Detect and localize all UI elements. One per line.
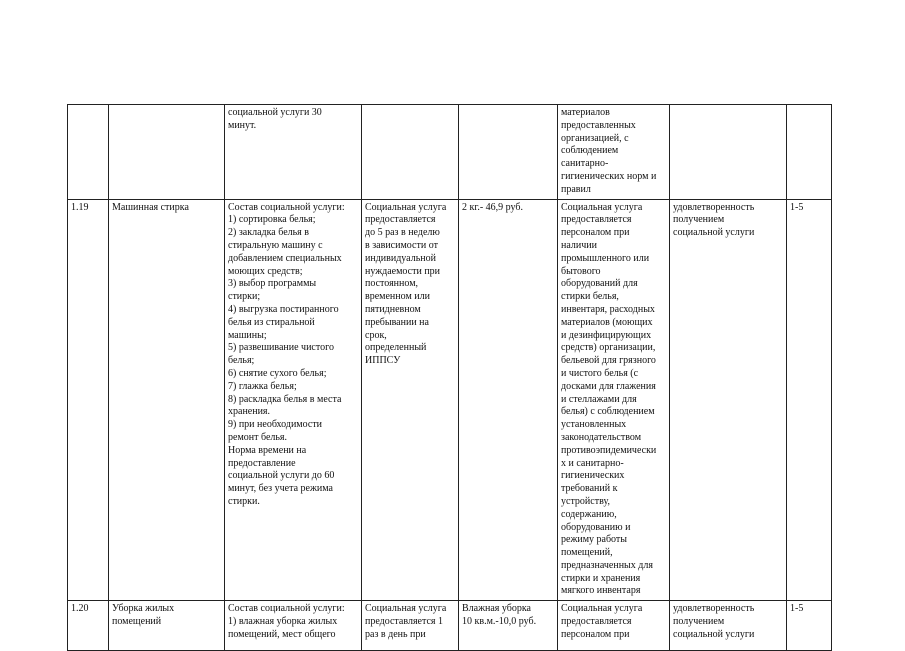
service-result: удовлетворенность получением социальной услуги xyxy=(670,601,787,651)
service-score: 1-5 xyxy=(787,601,832,651)
service-frequency: Социальная услуга предоставляется 1 раз в день при xyxy=(362,601,459,651)
service-name: Машинная стирка xyxy=(109,199,225,601)
service-result: удовлетворенность получением социальной услуги xyxy=(670,199,787,601)
table-row xyxy=(68,601,832,651)
service-price: 2 кг.- 46,9 руб. xyxy=(459,199,558,601)
table-row xyxy=(68,199,832,601)
service-description: Состав социальной услуги: 1) влажная уборка жилых помещений, мест общего xyxy=(225,601,362,651)
service-conditions: Социальная услуга предоставляется персоналом при xyxy=(558,601,670,651)
service-description: Состав социальной услуги: 1) сортировка белья; 2) закладка белья в стиральную машину с добавлением специальных моющих средств; 3) выбор программы стирки; 4) выгрузка постиранного белья из стиральной машины; 5) развешивание чистого белья; 6) снятие сухого белья; 7) глажка белья; 8) раскладка белья в места хранения. 9) при необходимости ремонт белья. Норма времени на предоставление социальной услуги до 60 минут, без учета режима стирки. xyxy=(225,199,362,601)
service-name: Уборка жилых помещений xyxy=(109,601,225,651)
service-description: социальной услуги 30 минут. xyxy=(225,105,362,200)
service-price: Влажная уборка 10 кв.м.-10,0 руб. xyxy=(459,601,558,651)
service-score xyxy=(787,105,832,200)
service-conditions: Социальная услуга предоставляется персоналом при наличии промышленного или бытового оборудований для стирки белья, инвентаря, расходных материалов (моющих и дезинфицирующих средств) организации, бельевой для грязного и чистого белья (с досками для глажения и стеллажами для белья) с соблюдением установленных законодательством противоэпидемически х и санитарно- гигиенических требований к устройству, содержанию, оборудованию и режиму работы помещений, предназначенных для стирки и хранения мягкого инвентаря xyxy=(558,199,670,601)
service-conditions: материалов предоставленных организацией, с соблюдением санитарно- гигиенических норм и правил xyxy=(558,105,670,200)
row-number: 1.20 xyxy=(68,601,109,651)
service-frequency: Социальная услуга предоставляется до 5 раз в неделю в зависимости от индивидуальной нуждаемости при постоянном, временном или пятидневном пребывании на срок, определенный ИППСУ xyxy=(362,199,459,601)
row-number xyxy=(68,105,109,200)
service-price xyxy=(459,105,558,200)
services-table xyxy=(67,104,832,651)
service-score: 1-5 xyxy=(787,199,832,601)
table-row xyxy=(68,105,832,200)
row-number: 1.19 xyxy=(68,199,109,601)
service-name xyxy=(109,105,225,200)
service-frequency xyxy=(362,105,459,200)
service-result xyxy=(670,105,787,200)
